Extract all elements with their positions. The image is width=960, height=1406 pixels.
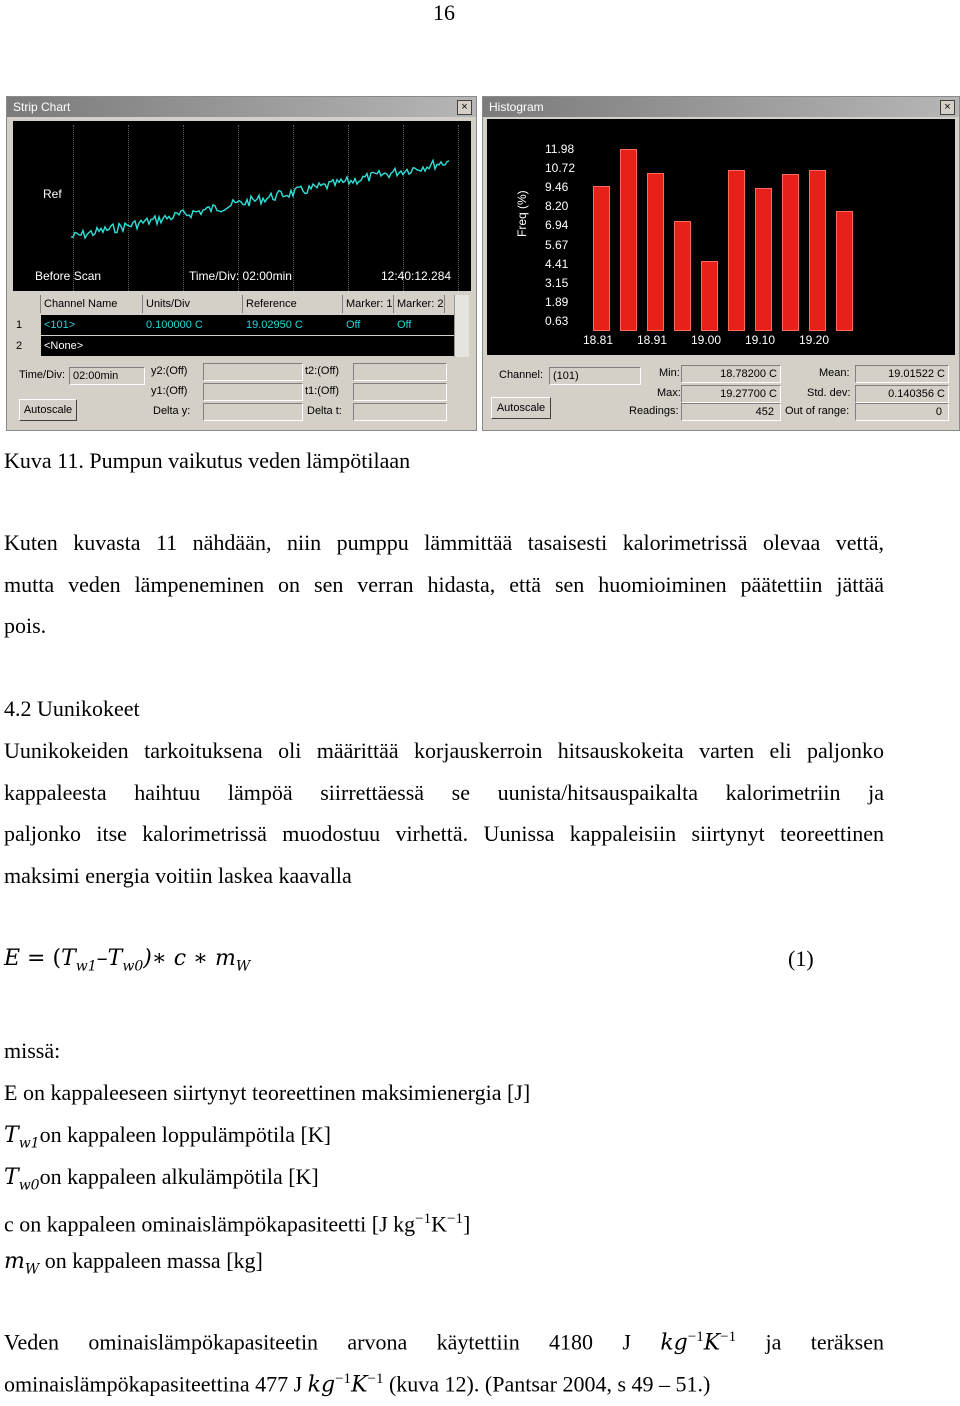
row-number: 2 (13, 336, 41, 356)
strip-chart-titlebar (7, 97, 476, 117)
row-number: 1 (13, 315, 41, 335)
table-header[interactable]: Marker: 1 (343, 295, 394, 313)
final-text-c: ominaislämpökapasiteettina 477 J (4, 1371, 308, 1397)
table-row[interactable] (13, 336, 455, 356)
eq-t0-sub: w0 (122, 958, 144, 975)
tw0-sub: w0 (18, 1177, 40, 1194)
strip-chart-plot (13, 121, 471, 291)
definition-tw1 (4, 1114, 530, 1156)
y-tick-label: 0.63 (545, 314, 569, 329)
tw1-symbol: T (4, 1123, 19, 1148)
kg-sup: −1 (687, 1329, 704, 1345)
k-symbol: K (703, 1330, 721, 1356)
close-icon[interactable]: × (457, 100, 472, 115)
table-row[interactable] (13, 315, 455, 335)
min-label: Min: (659, 367, 680, 379)
autoscale-button[interactable]: Autoscale (19, 399, 77, 421)
channel-field[interactable]: (101) (549, 367, 641, 385)
table-scrollbar[interactable] (454, 295, 469, 357)
y2-label: y2:(Off) (151, 365, 188, 377)
max-label: Max: (657, 387, 681, 399)
min-field: 18.78200 C (681, 365, 781, 383)
std-dev-label: Std. dev: (807, 387, 851, 399)
paragraph-3 (4, 1316, 884, 1400)
text-line: mutta veden lämpeneminen on sen verran hidasta, että sen huomioiminen päätettiin jättää (4, 571, 884, 597)
table-header[interactable]: Channel Name (41, 295, 143, 313)
text-line: kappaleesta haihtuu lämpöä siirrettäessä se uunista/hitsauspaikalta kalorimetriin ja (4, 779, 884, 805)
tw1-sub: w1 (18, 1135, 40, 1152)
c-sup2: −1 (447, 1211, 463, 1227)
histogram-plot (487, 119, 955, 355)
text-line: Uunikokeiden tarkoituksena oli määrittää korjauskerroin hitsauskokeita varten eli paljonko (4, 738, 884, 763)
equation (4, 944, 250, 981)
histogram-title: Histogram (489, 100, 544, 114)
c-sup1: −1 (415, 1211, 432, 1227)
definition-c (4, 1198, 530, 1240)
k-sup: −1 (720, 1329, 737, 1345)
eq-t0: T (107, 946, 123, 971)
definition-tw0 (4, 1156, 530, 1198)
strip-chart-window (6, 96, 477, 431)
reference-cell[interactable]: 19.02950 C (243, 315, 343, 335)
autoscale-button[interactable]: Autoscale (491, 397, 551, 419)
t2-label: t2:(Off) (305, 365, 340, 377)
histogram-bar (755, 188, 772, 331)
t1-field (353, 383, 447, 401)
table-header-blank (13, 295, 41, 313)
y-tick-label: 9.46 (545, 179, 569, 194)
time-div-readout: Time/Div: 02:00min (189, 269, 292, 283)
table-header[interactable]: Reference (243, 295, 343, 313)
x-tick-label: 19.00 (691, 333, 722, 347)
figure-screenshot (6, 96, 960, 431)
close-icon[interactable]: × (940, 100, 955, 115)
mean-label: Mean: (819, 367, 850, 379)
std-dev-field: 0.140356 C (855, 385, 949, 403)
final-text-b: ja teräksen (736, 1329, 884, 1355)
mw-symbol: m (4, 1249, 25, 1274)
histogram-window (482, 96, 960, 431)
text-line (4, 1316, 884, 1358)
ref-label: Ref (43, 187, 62, 201)
out-of-range-label: Out of range: (785, 405, 850, 417)
mw-text: on kappaleen massa [kg] (39, 1248, 263, 1273)
mw-sub: W (24, 1261, 40, 1278)
histogram-bar (620, 149, 637, 331)
y-tick-label: 11.98 (545, 141, 575, 156)
y1-label: y1:(Off) (151, 385, 188, 397)
t2-field (353, 363, 447, 381)
text-line: maksimi energia voitiin laskea kaavalla (4, 863, 352, 889)
table-header[interactable]: Units/Div (143, 295, 243, 313)
y-tick-label: 10.72 (545, 160, 576, 175)
c-text: c on kappaleen ominaislämpökapasiteetti [J kg (4, 1211, 416, 1237)
figure-caption: Kuva 11. Pumpun vaikutus veden lämpötilaan (4, 448, 411, 473)
eq-lhs: E (4, 946, 21, 971)
c-end: ] (463, 1211, 471, 1237)
paragraph-1 (4, 522, 884, 647)
y-tick-label: 6.94 (545, 218, 569, 233)
channel-label: Channel: (499, 369, 544, 381)
tw1-text: on kappaleen loppulämpötila [K] (39, 1122, 331, 1147)
equation-number: (1) (788, 946, 814, 971)
marker2-cell[interactable]: Off (394, 315, 455, 335)
text-line: Kuten kuvasta 11 nähdään, niin pumppu lämmittää tasaisesti kalorimetrissä olevaa vettä, (4, 530, 884, 555)
delta-y-label: Delta y: (153, 405, 191, 417)
page-number: 16 (433, 0, 455, 25)
y1-field (203, 383, 303, 401)
k-symbol: K (351, 1372, 368, 1398)
final-text-d: (kuva 12). (Pantsar 2004, s 49 – 51.) (383, 1371, 711, 1397)
histogram-bar (674, 221, 691, 331)
kg-sup: −1 (335, 1371, 352, 1387)
kg-symbol: kg (660, 1330, 688, 1356)
time-div-input[interactable]: 02:00min (69, 367, 145, 385)
kg-symbol: kg (307, 1372, 336, 1398)
histogram-bar (728, 170, 745, 331)
y-tick-label: 8.20 (545, 199, 569, 214)
histogram-bar (809, 170, 826, 331)
delta-y-field (203, 403, 303, 421)
delta-t-label: Delta t: (307, 405, 342, 417)
histogram-bar (836, 211, 853, 331)
paragraph-2 (4, 730, 884, 897)
definitions-list (4, 1030, 530, 1282)
x-tick-label: 19.20 (799, 333, 830, 347)
text-line: paljonko itse kalorimetrissä muodostuu virhettä. Uunissa kappaleisiin siirtynyt teoreettinen (4, 821, 884, 847)
max-field: 19.27700 C (681, 385, 781, 403)
definition-mw (4, 1240, 530, 1282)
y2-field (203, 363, 303, 381)
y-tick-label: 4.41 (545, 256, 569, 271)
y-tick-label: 5.67 (545, 237, 569, 252)
delta-t-field (353, 403, 447, 421)
histogram-titlebar (483, 97, 959, 117)
x-tick-label: 18.91 (637, 333, 668, 347)
tw0-text: on kappaleen alkulämpötila [K] (39, 1164, 319, 1189)
before-scan-label: Before Scan (35, 269, 102, 283)
x-tick-label: 19.10 (745, 333, 776, 347)
histogram-bar (593, 186, 610, 331)
strip-chart-trace (13, 121, 471, 291)
x-tick-label: 18.81 (583, 333, 614, 347)
eq-t1-sub: w1 (75, 958, 97, 975)
section-heading: 4.2 Uunikokeet (4, 696, 140, 721)
eq-rest: )∗ c ∗ m (143, 946, 236, 971)
readings-label: Readings: (629, 405, 679, 417)
mean-field: 19.01522 C (855, 365, 949, 383)
k-sup: −1 (367, 1371, 384, 1387)
t1-label: t1:(Off) (305, 385, 340, 397)
c-k: K (431, 1211, 448, 1237)
units-cell[interactable]: 0.100000 C (143, 315, 243, 335)
eq-dash: – (96, 946, 108, 971)
histogram-bar (647, 173, 664, 331)
histogram-bar (701, 261, 718, 331)
eq-equals: = ( (20, 946, 62, 971)
table-header[interactable]: Marker: 2 (394, 295, 445, 313)
eq-m-sub: W (235, 958, 251, 975)
time-div-label: Time/Div: (19, 369, 66, 381)
tw0-symbol: T (4, 1165, 19, 1190)
strip-chart-title: Strip Chart (13, 100, 71, 114)
histogram-bar (782, 174, 799, 331)
marker1-cell[interactable]: Off (343, 315, 394, 335)
final-text-a: Veden ominaislämpökapasiteetin arvona käytettiin 4180 J (4, 1329, 661, 1355)
text-line (4, 1358, 884, 1400)
histogram-y-label: Freq (%) (515, 190, 529, 237)
channel-name-cell[interactable]: <101> (41, 315, 143, 335)
timestamp: 12:40:12.284 (381, 269, 452, 283)
definitions-intro: missä: (4, 1038, 61, 1063)
y-tick-label: 3.15 (545, 276, 569, 291)
out-of-range-field: 0 (855, 403, 949, 421)
y-tick-label: 1.89 (545, 295, 569, 310)
readings-field: 452 (681, 403, 781, 421)
temperature-trace (71, 160, 449, 238)
definition-e: E on kappaleeseen siirtynyt teoreettinen maksimienergia [J] (4, 1080, 531, 1105)
text-line: pois. (4, 613, 47, 639)
eq-t1: T (61, 946, 76, 971)
channel-name-cell[interactable]: <None> (41, 336, 455, 356)
channel-table (13, 295, 473, 357)
